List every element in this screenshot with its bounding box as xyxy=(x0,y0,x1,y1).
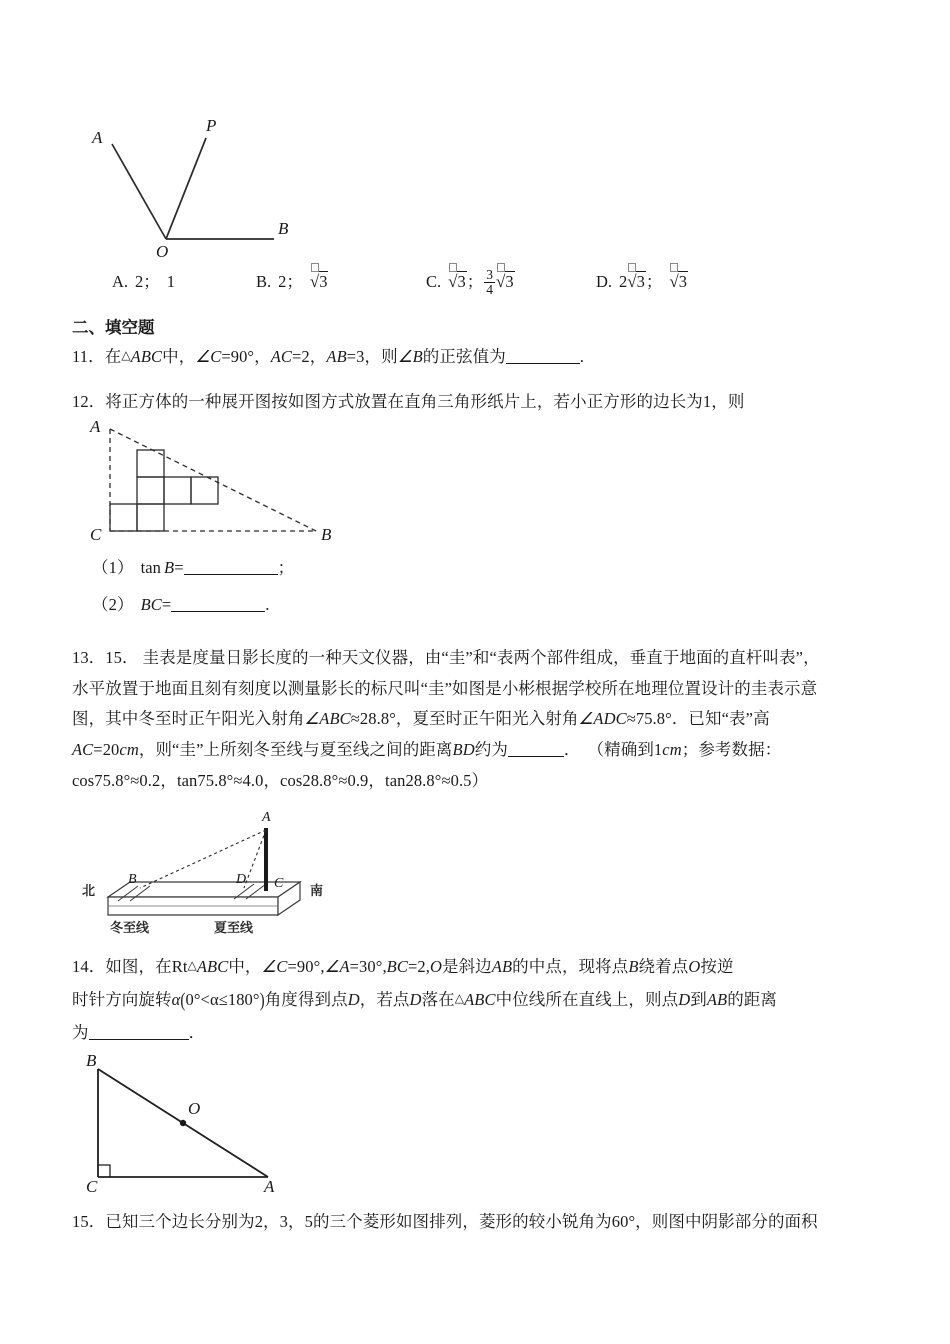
figure-gnomon-label-winter-line: 冬至线 xyxy=(110,920,150,936)
question-14-line-1 xyxy=(72,954,878,981)
q14-l1f: 是斜边 xyxy=(441,957,492,977)
q13-bd: BD xyxy=(452,740,475,760)
choice-c[interactable]: C. √3； $\frac{3}{4}$ √3 xyxy=(426,268,515,298)
figure-cube-net-label-c: C xyxy=(90,525,102,545)
choice-b-key: B. xyxy=(256,272,272,291)
figure-label-o: O xyxy=(156,242,169,261)
q14-angle-c: ∠C xyxy=(261,957,288,977)
q14-d-3: D xyxy=(678,990,691,1010)
question-13-line-4 xyxy=(72,737,878,764)
q14-alpha: α xyxy=(171,990,181,1010)
q11-eq-2: =2， xyxy=(292,347,327,366)
q14-l3b: ． xyxy=(188,1022,206,1042)
q11-abc: ABC xyxy=(130,347,163,366)
q13-line4-b: 约为 xyxy=(474,740,508,760)
q13-text-line2: 水平放置于地面且刻有刻度以测量影长的标尺叫“圭”如图是小彬根据学校所在地理位置设计的圭表示意 xyxy=(72,678,818,698)
q11-triangle-symbol: △ xyxy=(121,348,131,362)
choice-a[interactable]: A. 2； 1 xyxy=(112,272,176,291)
figure-triangle-label-b: B xyxy=(86,1050,97,1070)
question-12-sub-2 xyxy=(92,592,878,619)
q14-l1a: 如图，在Rt xyxy=(105,957,188,977)
radical-3-d2: √3 xyxy=(669,272,688,292)
question-12-text xyxy=(72,389,878,416)
q13-line4-d: （精确到1 xyxy=(587,740,663,760)
q14-l3a: 为 xyxy=(72,1022,89,1042)
q11-period: . xyxy=(579,347,585,366)
q12-number: 12． xyxy=(72,391,106,411)
figure-gnomon-label-d: D xyxy=(236,872,247,888)
figure-gnomon-label-north: 北 xyxy=(82,883,96,899)
q11-text-1: 在 xyxy=(104,347,122,366)
q12-body: 将正方体的一种展开图按如图方式放置在直角三角形纸片上，若小正方形的边长为1，则 xyxy=(105,391,745,411)
q12-sub1-var: B xyxy=(164,558,175,578)
q14-o-2: O xyxy=(688,957,701,977)
q14-abc-1: ABC xyxy=(196,957,229,977)
q11-number: 11． xyxy=(72,347,105,366)
q14-ab-2: AB xyxy=(706,990,728,1010)
question-13-line-5 xyxy=(72,768,878,795)
figure-label-a: A xyxy=(92,128,103,147)
section-heading-fill-in-blanks: 二、填空题 xyxy=(72,319,155,337)
q14-l2a: 时针方向旋转 xyxy=(72,990,172,1010)
choice-a-key: A. xyxy=(112,272,129,291)
question-11 xyxy=(72,344,878,371)
radical-3-c2: √3 xyxy=(496,272,515,292)
q12-sub2-prefix: （2） xyxy=(92,595,134,615)
choice-b[interactable]: B. 2； √3 xyxy=(256,268,328,292)
q11-ac: AC xyxy=(270,347,293,366)
q13-angle-adc: ∠ADC xyxy=(578,709,627,729)
q13-line4-a: ，则“圭”上所刻冬至线与夏至线之间的距离 xyxy=(138,740,453,760)
q14-d-1: D xyxy=(347,990,360,1010)
q14-l1i: 按逆 xyxy=(700,957,734,977)
q13-line4-eq: =20 xyxy=(93,740,120,760)
q14-d-2: D xyxy=(409,990,422,1010)
figure-right-triangle-svg xyxy=(78,1057,378,1199)
figure-label-p: P xyxy=(206,116,217,135)
figure-gnomon-label-south: 南 xyxy=(310,883,324,899)
q11-text-2: 中， xyxy=(162,347,196,366)
question-13-line-1 xyxy=(72,645,878,672)
q14-ab-1: AB xyxy=(491,957,513,977)
q11-angle-b: ∠B xyxy=(397,347,423,366)
q14-abc-2: ABC xyxy=(464,990,496,1010)
q13-angle-abc: ∠ABC xyxy=(304,709,351,729)
q14-l2h: 的距离 xyxy=(727,990,778,1010)
answer-choices-row xyxy=(78,268,878,302)
q13-line3-b: ≈28.8°，夏至时正午阳光入射角 xyxy=(350,709,579,729)
q12-sub1-eq: = xyxy=(174,558,184,578)
figure-angle-aob-svg xyxy=(78,96,378,256)
q12-sub1-prefix: （1） xyxy=(92,558,134,578)
q14-l2g: 到 xyxy=(690,990,707,1010)
figure-cube-net-label-b: B xyxy=(321,525,332,545)
q12-sub1-fn: tan xyxy=(140,558,162,578)
figure-gnomon-label-summer-line: 夏至线 xyxy=(214,920,254,936)
q11-angle-c: ∠C xyxy=(195,347,222,366)
q14-number: 14． xyxy=(72,957,106,977)
question-13-line-3 xyxy=(72,706,878,733)
choice-c-key: C. xyxy=(426,272,442,291)
figure-triangle-label-c: C xyxy=(86,1176,98,1196)
q14-triangle-symbol-1: △ xyxy=(187,958,197,973)
q14-l1e: =2, xyxy=(407,957,430,977)
question-12-sub-1 xyxy=(92,555,878,582)
q14-l1g: 的中点，现将点 xyxy=(512,957,629,977)
q11-ab: AB xyxy=(326,347,347,366)
q15-body: 已知三个边长分别为2，3，5的三个菱形如图排列，菱形的较小锐角为60°，则图中阴影部分的面积 xyxy=(105,1211,818,1231)
page-content xyxy=(72,0,878,1235)
figure-angle-aob xyxy=(78,96,878,276)
figure-gnomon-label-a: A xyxy=(262,810,271,826)
question-13-line-2 xyxy=(72,676,878,703)
q14-o-1: O xyxy=(429,957,442,977)
q11-answer-blank[interactable] xyxy=(506,347,580,364)
choice-d[interactable]: D. 2 √3； √3 xyxy=(596,268,688,292)
q14-range-paren-open: ( xyxy=(180,989,186,1012)
q14-l2e: 落在 xyxy=(421,990,455,1010)
q13-unit-cm-2: cm xyxy=(662,740,682,760)
figure-right-triangle xyxy=(78,1050,878,1199)
figure-gnomon xyxy=(78,800,878,940)
q14-b-point: B xyxy=(628,957,639,977)
q13-line4-e: ；参考数据： xyxy=(681,740,782,760)
q12-sub2-answer-blank[interactable] xyxy=(171,595,265,612)
q14-l1d: =30°, xyxy=(349,957,387,977)
q12-sub2-var: BC xyxy=(140,595,162,615)
q12-sub2-suffix: . xyxy=(265,595,270,615)
figure-cube-net-svg xyxy=(78,421,378,549)
q12-sub2-eq: = xyxy=(161,595,172,615)
q13-reference-data: cos75.8°≈0.2，tan75.8°≈4.0，cos28.8°≈0.9，tan28.8°≈0.5） xyxy=(72,770,489,790)
figure-cube-net-label-a: A xyxy=(90,417,101,437)
figure-gnomon-label-c: C xyxy=(274,876,284,892)
q13-text-line1: 圭表是度量日影长度的一种天文仪器，由“圭”和“表两个部件组成，垂直于地面的直杆叫表”， xyxy=(142,647,820,667)
radical-3-c1: √3 xyxy=(448,272,467,292)
q11-eq-1: =90°， xyxy=(221,347,271,366)
q13-unit-cm-1: cm xyxy=(119,740,139,760)
q14-answer-blank[interactable] xyxy=(89,1023,189,1040)
radical-3-d1: √3 xyxy=(627,272,646,292)
figure-cube-net xyxy=(78,417,878,549)
q14-l1h: 绕着点 xyxy=(638,957,689,977)
radical-3-b: √3 xyxy=(310,272,329,292)
q13-line3-c: ≈75.8°．已知“表”高 xyxy=(626,709,770,729)
choice-d-key: D. xyxy=(596,272,613,291)
q14-l1b: 中， xyxy=(228,957,262,977)
question-14-line-2 xyxy=(72,987,878,1014)
q11-eq-3: =3， xyxy=(346,347,382,366)
figure-gnomon-label-b: B xyxy=(128,872,137,888)
q14-l1c: =90°, xyxy=(287,957,325,977)
q13-ac: AC xyxy=(72,740,94,760)
fraction-three-quarters: $\frac{3}{4}$ xyxy=(486,266,493,297)
q13-number: 13．15． xyxy=(72,647,139,667)
q14-bc: BC xyxy=(386,957,408,977)
q14-range-paren-close: ) xyxy=(259,989,265,1012)
q14-angle-a: ∠A xyxy=(324,957,350,977)
q14-triangle-symbol-2: △ xyxy=(454,991,465,1006)
question-15 xyxy=(72,1209,878,1236)
q13-answer-blank[interactable] xyxy=(508,740,564,757)
q15-number: 15． xyxy=(72,1211,106,1231)
figure-triangle-label-o: O xyxy=(188,1098,201,1118)
q11-text-3: 则 xyxy=(381,347,398,366)
figure-label-b: B xyxy=(278,219,289,238)
q11-text-4: 的正弦值为 xyxy=(422,347,506,366)
q14-l2c: ，若点 xyxy=(359,990,410,1010)
q14-l2f: 中位线所在直线上，则点 xyxy=(495,990,679,1010)
q14-alpha-range: 0°<α≤180° xyxy=(185,990,260,1010)
q12-sub1-answer-blank[interactable] xyxy=(184,559,278,576)
question-14-line-3 xyxy=(72,1020,878,1047)
figure-triangle-label-a: A xyxy=(264,1176,275,1196)
q13-line4-c: ． xyxy=(563,740,581,760)
q14-l2b: 角度得到点 xyxy=(264,990,348,1010)
q13-line3-a: 图，其中冬至时正午阳光入射角 xyxy=(72,709,305,729)
q12-sub1-suffix: ； xyxy=(277,558,295,578)
